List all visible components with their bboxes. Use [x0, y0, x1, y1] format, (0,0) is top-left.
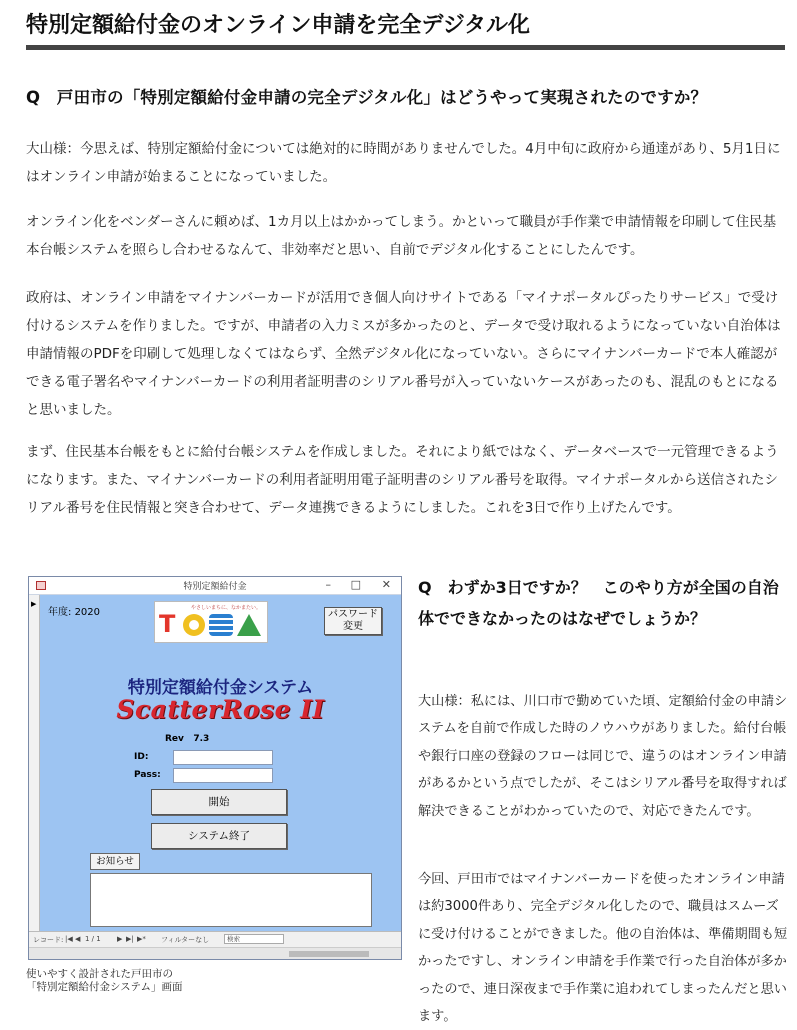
- record-label: レコード:: [33, 936, 64, 944]
- minimize-icon[interactable]: –: [325, 578, 331, 591]
- fiscal-year: [48, 603, 100, 618]
- logo-subtitle: やさしいまちに、なかまたい。: [191, 605, 262, 611]
- app-window-screenshot: [28, 576, 402, 960]
- system-title: 特別定額給付金システム: [127, 678, 314, 698]
- filter-status[interactable]: フィルターなし: [161, 936, 210, 944]
- question-1: Q 戸田市の「特別定額給付金申請の完全デジタル化」はどうやって実現されたのですか？: [26, 88, 708, 107]
- image-caption: [26, 968, 182, 994]
- question-2: Q わずか3日ですか？ このやり方が全国の自治体でできなかったのはなぜでしょうか？: [418, 578, 779, 628]
- new-record-icon[interactable]: ▶*: [137, 935, 146, 943]
- logo-circle-inner-icon: [189, 620, 199, 630]
- first-record-icon[interactable]: |◀: [65, 935, 73, 943]
- window-titlebar: [29, 577, 401, 595]
- notice-textbox[interactable]: [90, 873, 372, 927]
- paragraph-3: 政府は、オンライン申請をマイナンバーカードが活用でき個人向けサイトである「マイナポータルぴったりサービス」で受け付けるシステムを作りました。ですが、申請者の入力ミスが多かったのと、データで受け取れるようになっていない自治体は申請情報のPDFを印刷して処理しなくてはならず、全然デジタル化になっていない。さらにマイナンバーカードで本人確認ができる電子署名やマイナンバーカードの利用者証明書のシリアル番号が入っていないケースがあったのも、混乱のもとになると思いました。: [26, 290, 781, 418]
- right-paragraph-1: 大山様：私には、川口市で勤めていた頃、定額給付金の申請システムを自前で作成した時のノウハウがありました。給付台帳や銀行口座の登録のフローは同じで、違うのはオンライン申請があるかという点でしたが、そこはシリアル番号を取得すれば解決できることがわかっていたので、対応できたんです。: [418, 694, 788, 819]
- start-button[interactable]: 開始: [151, 789, 287, 815]
- login-form: [40, 595, 401, 931]
- caption-line-1: 使いやすく設計された戸田市の: [26, 968, 173, 980]
- password-input[interactable]: [173, 768, 273, 783]
- paragraph-2: オンライン化をベンダーさんに頼めば、1カ月以上はかかってしまう。かといって職員が手作業で申請情報を印刷して住民基本台帳システムを照らし合わせるなんて、非効率だと思い、自前でデジタル化することにしたんです。: [26, 214, 777, 258]
- record-navigation-bar: [29, 931, 401, 947]
- right-paragraph-2: 今回、戸田市ではマイナンバーカードを使ったオンライン申請は約3000件あり、完全デジタル化したので、職員はスムーズに受け付けることができました。他の自治体は、準備期間も短かったですし、オンライン申請を手作業で行った自治体が多かったので、連日深夜まで手作業に追われてしまったんだと思います。: [418, 872, 788, 1025]
- year-value: 2020: [74, 607, 101, 618]
- logo-mountain-icon: [237, 614, 261, 636]
- rev-value: 7.3: [193, 734, 210, 744]
- rev-label: Rev: [165, 734, 184, 744]
- close-icon[interactable]: ✕: [381, 578, 391, 591]
- id-label: ID:: [134, 752, 149, 762]
- revision: [165, 734, 209, 744]
- horizontal-scrollbar[interactable]: [29, 947, 401, 960]
- notice-label: お知らせ: [90, 853, 140, 870]
- last-record-icon[interactable]: ▶|: [126, 935, 134, 943]
- paragraph-1: 大山様：今思えば、特別定額給付金については絶対的に時間がありませんでした。4月中旬に政府から通達があり、5月1日にはオンライン申請が始まることになっていました。: [26, 141, 781, 185]
- paragraph-4: まず、住民基本台帳をもとに給付台帳システムを作成しました。それにより紙ではなく、データベースで一元管理できるようになります。また、マイナンバーカードの利用者証明用電子証明書のシリアル番号を取得。マイナポータルから送信されたシリアル番号を住民情報と突き合わせて、データ連携できるようにしました。これを3日で作り上げたんです。: [26, 444, 779, 516]
- id-input[interactable]: [173, 750, 273, 765]
- record-position[interactable]: 1 / 1: [85, 935, 101, 943]
- caption-line-2: 「特別定額給付金システム」画面: [26, 981, 183, 993]
- record-selector-icon: ▶: [31, 600, 37, 608]
- password-button-line-1: パスワード: [328, 609, 378, 620]
- toda-city-logo: [154, 601, 268, 643]
- change-password-button[interactable]: [324, 607, 382, 635]
- page-title: 特別定額給付金のオンライン申請を完全デジタル化: [26, 13, 531, 38]
- year-label: 年度:: [48, 607, 72, 618]
- next-record-icon[interactable]: ▶: [117, 935, 123, 943]
- brand-logo: ScatterRose II: [116, 695, 325, 724]
- record-selector[interactable]: [29, 595, 40, 931]
- exit-system-button[interactable]: システム終了: [151, 823, 287, 849]
- logo-wave-icon: [209, 614, 233, 636]
- password-button-line-2: 変更: [343, 621, 363, 632]
- title-divider: [26, 45, 785, 50]
- pass-label: Pass:: [134, 770, 161, 780]
- scrollbar-thumb[interactable]: [289, 951, 369, 957]
- maximize-icon[interactable]: □: [350, 578, 361, 591]
- search-input[interactable]: 検索: [224, 934, 284, 944]
- logo-letter: T: [159, 610, 176, 638]
- window-title: 特別定額給付金: [183, 582, 247, 592]
- prev-record-icon[interactable]: ◀: [75, 935, 81, 943]
